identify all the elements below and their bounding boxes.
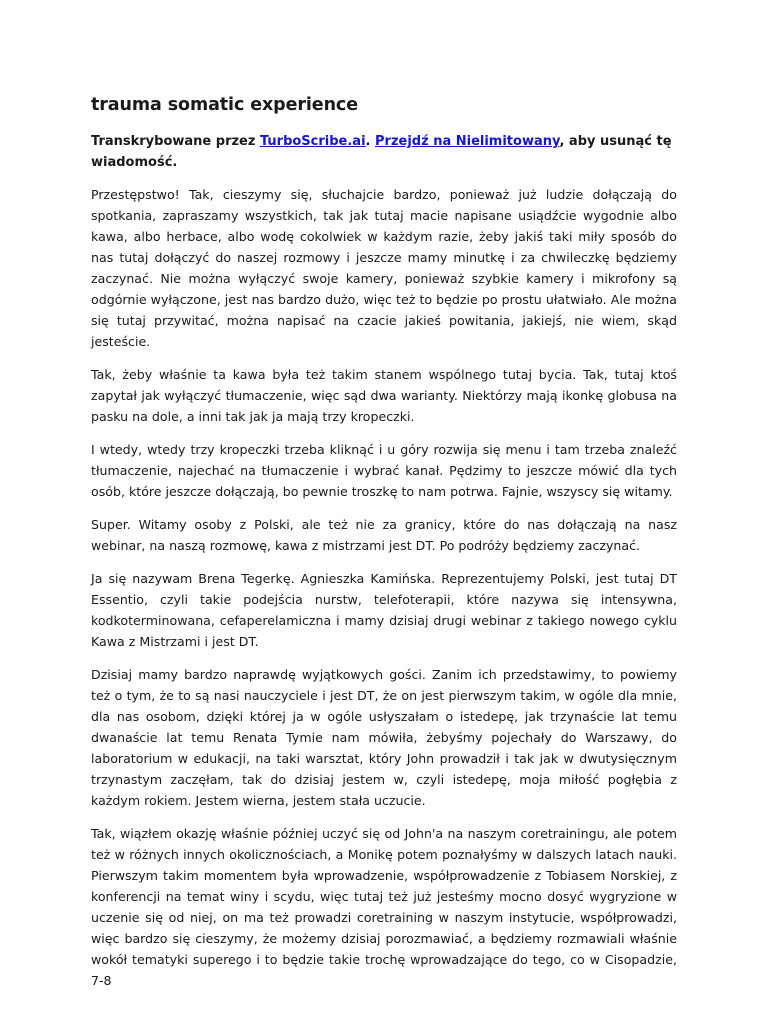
paragraph: I wtedy, wtedy trzy kropeczki trzeba kliknąć i u góry rozwija się menu i tam trzeba znaleźć tłumaczenie, najechać na tłumaczenie i wybrać kanał. Pędzimy to jeszcze mówić dla tych osób, które jeszcze dołączają, bo pewnie troszkę to nam potrwa. Fajnie, wszyscy się witamy. [91, 442, 677, 499]
paragraph: Dzisiaj mamy bardzo naprawdę wyjątkowych gości. Zanim ich przedstawimy, to powiemy też o tym, że to są nasi nauczyciele i jest DT, że on jest pierwszym takim, w ogóle dla mnie, dla nas osobom, dzięki której ja w ogóle usłyszałam o istedepę, jak trzynaście lat temu dwanaście lat temu Renata Tymie nam mówiła, żebyśmy pojechały do Warszawy, do laboratorium w edukacji, na taki warsztat, który John prowadził i tak jak w dwutysięcznym trzynastym zaczęłam, tak do dzisiaj jestem w, czyli istedepę, moja miłość pogłębia z każdym rokiem. Jestem wierna, jestem stała uczucie. [91, 667, 677, 808]
notice-suffix: , aby usunąć tę wiadomość. [91, 134, 672, 170]
paragraph: Tak, wiązłem okazję właśnie później uczyć się od John'a na naszym coretrainingu, ale potem też w różnych innych okolicznościach, a Monikę potem poznałyśmy w dalszych latach nauki. Pierwszym takim momentem była wprowadzenie, współprowadzenie z Tobiasem Norskiej, z konferencji na temat winy i scydu, więc tutaj też już jesteśmy mocno dosyć wygryzione w uczenie się od niej, on ma też prowadzi coretraining w naszym instytucie, współprowadzi, więc bardzo się cieszymy, że możemy dzisiaj porozmawiać, a będziemy rozmawiali właśnie wokół tematyki superego i to będzie takie trochę wprowadzające do tego, co w Cisopadzie, 7-8 [91, 826, 677, 988]
notice-separator: . [365, 134, 376, 149]
transcription-notice [91, 131, 677, 173]
paragraph: Super. Witamy osoby z Polski, ale też nie za granicy, które do nas dołączają na nasz webinar, na naszą rozmowę, kawa z mistrzami jest DT. Po podróży będziemy zaczynać. [91, 517, 677, 553]
paragraph: Tak, żeby właśnie ta kawa była też takim stanem wspólnego tutaj bycia. Tak, tutaj ktoś zapytał jak wyłączyć tłumaczenie, więc sąd dwa warianty. Niektórzy mają ikonkę globusa na pasku na dole, a inni tak jak ja mają trzy kropeczki. [91, 367, 677, 424]
document-title: trauma somatic experience [91, 95, 358, 115]
notice-prefix: Transkrybowane przez [91, 134, 260, 149]
paragraph: Ja się nazywam Brena Tegerkę. Agnieszka Kamińska. Reprezentujemy Polski, jest tutaj DT Essentio, czyli takie podejścia nurstw, telefoterapii, które nazywa się intensywna, kodkoterminowana, cefaperelamiczna i mamy dzisiaj drugi webinar z takiego nowego cyklu Kawa z Mistrzami i jest DT. [91, 571, 677, 649]
turboscribe-link[interactable]: TurboScribe.ai [259, 134, 366, 149]
upgrade-link[interactable]: Przejdź na Nielimitowany [375, 134, 560, 149]
paragraph: Przestępstwo! Tak, cieszymy się, słuchajcie bardzo, ponieważ już ludzie dołączają do spotkania, zapraszamy wszystkich, tak jak tutaj macie napisane usiądźcie wygodnie albo kawa, albo herbace, albo wodę cokolwiek w każdym razie, żeby jakiś taki miły sposób do nas tutaj dołączyć do naszej rozmowy i jeszcze mamy minutkę i za chwileczkę będziemy zaczynać. Nie można wyłączyć swoje kamery, ponieważ szybkie kamery i mikrofony są odgórnie wyłączone, jest nas bardzo dużo, więc też to będzie po prostu ułatwiało. Ale można się tutaj przywitać, można napisać na czacie jakieś powitania, jakiejś, nie wiem, skąd jesteście. [91, 187, 677, 349]
